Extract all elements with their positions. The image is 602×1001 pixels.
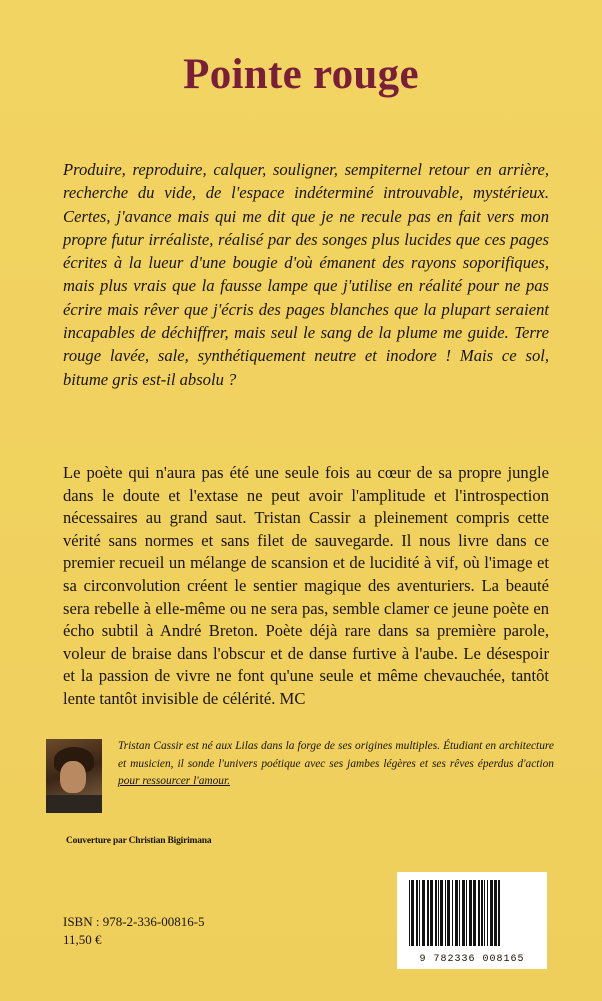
barcode-bar xyxy=(466,880,467,946)
barcode-digits: 9 782336 008165 xyxy=(419,954,525,965)
barcode-bar xyxy=(438,880,439,946)
author-bio-main: Tristan Cassir est né aux Lilas dans la forge de ses origines multiples. Étudiant en architecture et musicien, il sonde l'univers poétique avec ses jambes légères et ses rêves éperdus d'action xyxy=(118,740,554,770)
barcode-bars xyxy=(397,872,547,952)
price-text: 11,50 € xyxy=(63,932,102,947)
barcode xyxy=(397,872,547,969)
barcode-bar xyxy=(419,880,420,946)
barcode-bar xyxy=(490,880,493,946)
author-bio-underlined: pour ressourcer l'amour. xyxy=(118,775,231,787)
barcode-bar xyxy=(430,880,433,946)
barcode-bar xyxy=(447,880,450,946)
barcode-bar xyxy=(459,880,460,946)
barcode-bar xyxy=(435,880,437,946)
author-photo xyxy=(46,739,102,813)
barcode-bar xyxy=(427,880,429,946)
barcode-bar xyxy=(481,880,483,946)
author-face xyxy=(60,761,86,793)
barcode-bar xyxy=(473,880,476,946)
barcode-bar xyxy=(416,880,418,946)
barcode-bar xyxy=(440,880,443,946)
cover-credit: Couverture par Christian Bigirimana xyxy=(66,836,212,846)
blurb-text: Le poète qui n'aura pas été une seule fois au cœur de sa propre jungle dans le doute et l'extase ne peut avoir l'amplitude et l'introspection nécessaires au grand saut. Tristan Cassir a pleinement compris cette vérité sans normes et sans filet de sauvegarde. Il nous livre dans ce premier recueil un mélange de scansion et de lucidité à vif, où l'image et sa circonvolution créent le sentier magique des aventuriers. La beauté sera rebelle à elle-même ou ne sera pas, semble clamer ce jeune poète en écho subtil à André Breton. Poète déjà rare dans sa première parole, voleur de braise dans l'obscur et de danse furtive à l'aube. Le désespoir et la passion de vivre ne font qu'une seule et même chevauchée, tantôt lente tantôt invisible de célérité. MC xyxy=(63,463,549,708)
barcode-bar xyxy=(469,880,472,946)
barcode-bar xyxy=(411,880,414,946)
barcode-bar xyxy=(462,880,465,946)
barcode-bar xyxy=(445,880,446,946)
author-bio xyxy=(118,738,554,791)
excerpt-quote: Produire, reproduire, calquer, souligner, sempiternel retour en arrière, recherche du vide, de l'espace indéterminé introuvable, mystérieux. Certes, j'avance mais qui me dit que je ne recule pas en fait vers mon propre futur irréaliste, réalisé par des songes plus lucides que ces pages écrites à la lueur d'une bougie d'où émanent des rayons soporifiques, mais plus vrais que la fausse lampe que j'utilise en réalité pour ne pas écrire mais rêver que j'écris des pages blanches que la plupart seraient incapables de déchiffrer, mais seul le sang de la plume me guide. Terre rouge lavée, sale, synthétiquement neutre et inodore ! Mais ce sol, bitume gris est-il absolu ? xyxy=(63,160,549,389)
barcode-bar xyxy=(409,880,410,946)
barcode-bar xyxy=(487,880,488,946)
barcode-bar xyxy=(452,880,453,946)
isbn-block xyxy=(63,913,205,949)
barcode-bar xyxy=(455,880,458,946)
barcode-bar xyxy=(422,880,425,946)
barcode-bar xyxy=(484,880,485,946)
isbn-text: ISBN : 978-2-336-00816-5 xyxy=(63,914,205,929)
book-title: Pointe rouge xyxy=(183,51,419,98)
barcode-bar xyxy=(498,880,500,946)
barcode-bar xyxy=(478,880,480,946)
author-shirt xyxy=(46,795,102,813)
barcode-bar xyxy=(494,880,497,946)
